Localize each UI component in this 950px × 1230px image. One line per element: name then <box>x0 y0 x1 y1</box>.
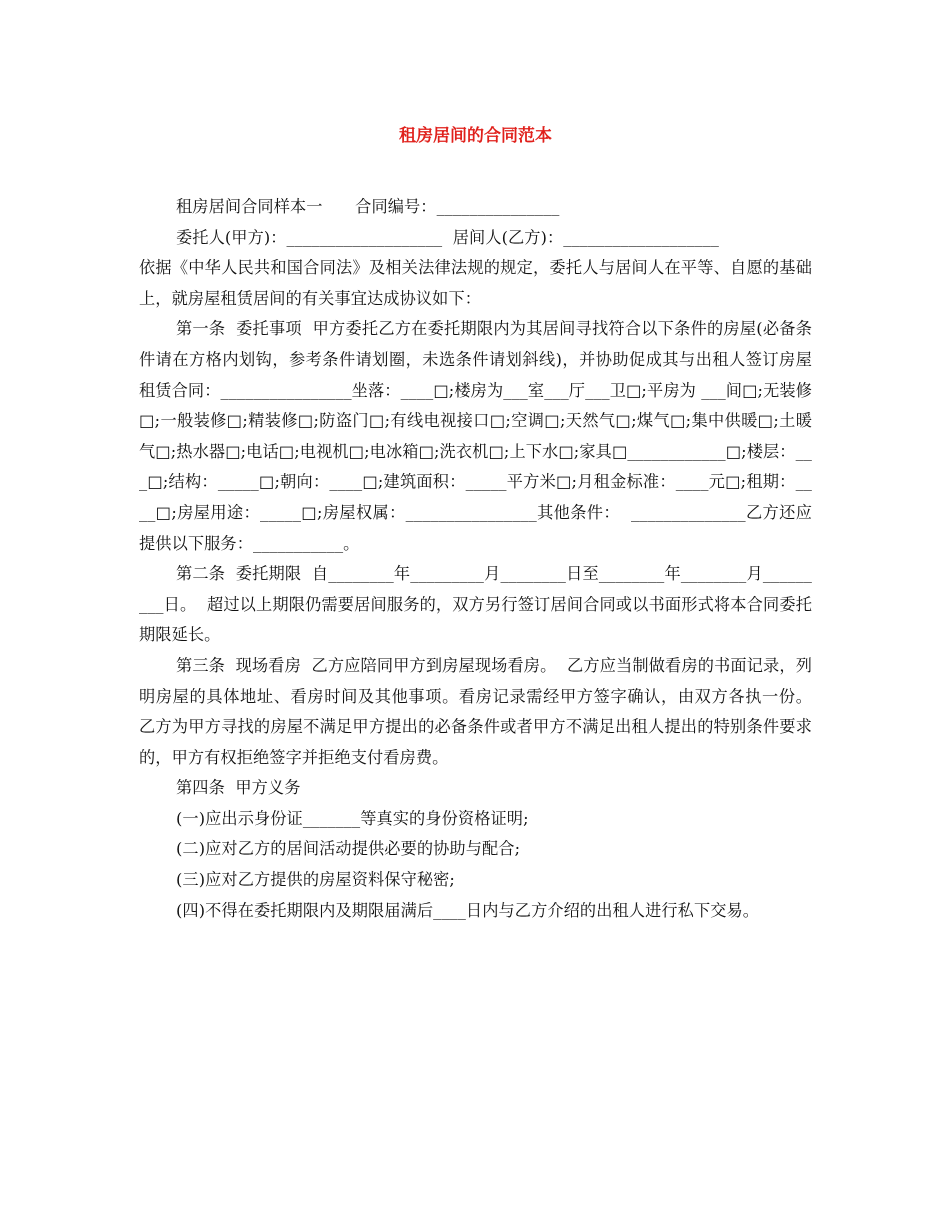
paragraph-4: 第一条 委托事项 甲方委托乙方在委托期限内为其居间寻找符合以下条件的房屋(必备条件请在方格内划钩，参考条件请划圈，未选条件请划斜线)，并协助促成其与出租人签订房屋租赁合同：________________坐落：____□;楼房为___室___厅___卫□;平房为 ___间□;无装修□;一般装修□;精装修□;防盗门□;有线电视接口□;空调□;天然气□;煤气□;集中供暖□;土暖气□;热水器□;电话□;电视机□;电冰箱□;洗衣机□;上下水□;家具□____________□;楼层：___□;结构：_____□;朝向：____□;建筑面积：_____平方米□;月租金标准：____元□;租期：____□;房屋用途：_____□;房屋权属：________________其他条件： ______________乙方还应提供以下服务：___________。 <box>139 319 812 553</box>
document-body <box>139 192 823 926</box>
paragraph-10: (三)应对乙方提供的房屋资料保守秘密; <box>176 870 455 890</box>
paragraph-7: 第四条 甲方义务 <box>176 778 301 798</box>
paragraph-5: 第二条 委托期限 自________年_________月________日至________年________月_________日。 超过以上期限仍需要居间服务的，双方另行签订居间合同或以书面形式将本合同委托期限延长。 <box>139 564 812 645</box>
paragraph-3: 依据《中华人民共和国合同法》及相关法律法规的规定，委托人与居间人在平等、自愿的基础上，就房屋租赁居间的有关事宜达成协议如下： <box>139 258 812 308</box>
paragraph-9: (二)应对乙方的居间活动提供必要的协助与配合; <box>176 839 521 859</box>
paragraph-1: 租房居间合同样本一 合同编号：_______________ <box>176 197 560 216</box>
paragraph-8: (一)应出示身份证_______等真实的身份资格证明; <box>176 808 529 828</box>
paragraph-2: 委托人(甲方)：___________________ 居间人(乙方)：___________________ <box>176 227 719 247</box>
document-title: 租房居间的合同范本 <box>399 126 552 146</box>
paragraph-6: 第三条 现场看房 乙方应陪同甲方到房屋现场看房。 乙方应当制做看房的书面记录，列明房屋的具体地址、看房时间及其他事项。看房记录需经甲方签字确认，由双方各执一份。 乙方为甲方寻找的房屋不满足甲方提出的必备条件或者甲方不满足出租人提出的特别条件要求的，甲方有权拒绝签字并拒绝支付看房费。 <box>139 655 823 767</box>
paragraph-11: (四)不得在委托期限内及期限届满后____日内与乙方介绍的出租人进行私下交易。 <box>176 900 760 920</box>
